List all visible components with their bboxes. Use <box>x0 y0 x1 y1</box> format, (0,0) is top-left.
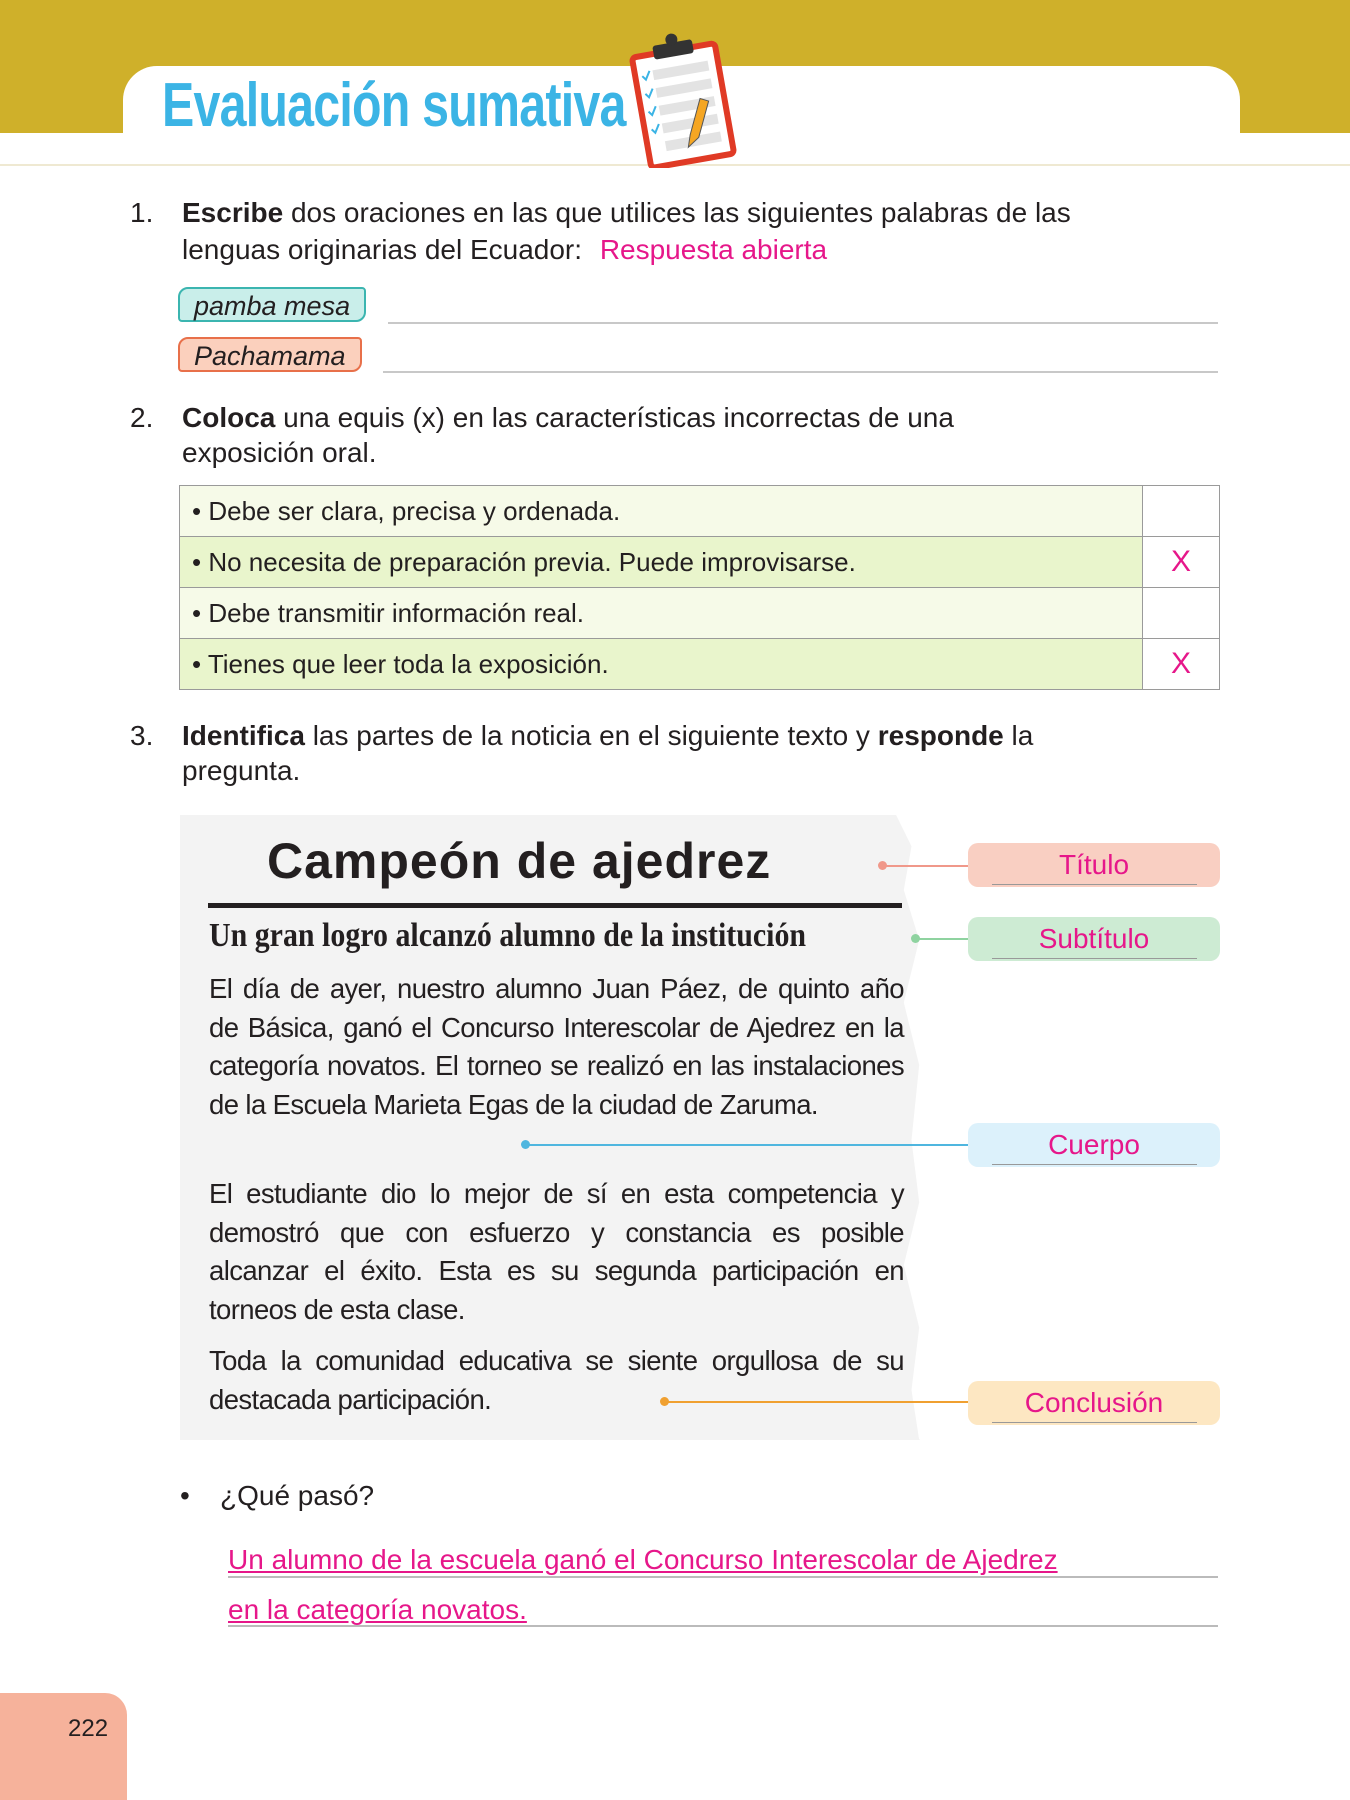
article-title: Campeón de ajedrez <box>267 833 772 889</box>
article-paragraph-1: El día de ayer, nuestro alumno Juan Páez, de quinto año de Básica, ganó el Concurso Interescolar de Ajedrez en la categoría novatos. El torneo se realizó en las instalaciones de la Escuela Marieta Egas de la ciudad de Zaruma. <box>209 973 904 1120</box>
article-subtitle: Un gran logro alcanzó alumno de la institución <box>209 917 807 954</box>
label-conclusion[interactable] <box>968 1381 1220 1425</box>
page-number: 222 <box>68 1715 109 1742</box>
bullet: • <box>180 1480 190 1511</box>
q3-text-2: la <box>1003 720 1034 751</box>
q2-bold: Coloca <box>182 402 276 433</box>
q3-bold-2: responde <box>877 720 1004 751</box>
label-cuerpo-text: Cuerpo <box>992 1126 1197 1165</box>
article-paragraph-3: Toda la comunidad educativa se siente orgullosa de su destacada participación. <box>209 1345 904 1415</box>
answer-line-2: en la categoría novatos. <box>228 1594 527 1625</box>
q2-number: 2. <box>130 402 154 433</box>
mark-cell[interactable] <box>1143 588 1220 639</box>
connector-line-subtitulo <box>918 938 970 940</box>
table-row <box>180 486 1220 537</box>
q1-text-1: dos oraciones en las que utilices las siguientes palabras de las <box>283 197 1071 228</box>
q1-answer: Respuesta abierta <box>599 234 828 265</box>
q2-text-2: exposición oral. <box>182 437 377 468</box>
answer-line-1: Un alumno de la escuela ganó el Concurso Interescolar de Ajedrez <box>228 1544 1058 1575</box>
mark-cell[interactable] <box>1143 486 1220 537</box>
row-text: • Debe transmitir información real. <box>180 588 1143 639</box>
answer-line[interactable] <box>228 1625 1218 1627</box>
table-row <box>180 537 1220 588</box>
article-paragraph-2: El estudiante dio lo mejor de sí en esta competencia y demostró que con esfuerzo y constancia es posible alcanzar el éxito. Esta es su segunda participación en torneos de esta clase. <box>209 1178 904 1325</box>
label-cuerpo[interactable] <box>968 1123 1220 1167</box>
clipboard-icon <box>618 30 743 168</box>
q3-text-1: las partes de la noticia en el siguiente texto y <box>304 720 878 751</box>
page-number-box <box>0 1693 127 1800</box>
label-titulo[interactable] <box>968 843 1220 887</box>
label-subtitulo[interactable] <box>968 917 1220 961</box>
q3-number: 3. <box>130 720 154 751</box>
q3-bold-1: Identifica <box>182 720 305 751</box>
q1-number: 1. <box>130 197 154 228</box>
q1-bold: Escribe <box>182 197 284 228</box>
q3-text-3: pregunta. <box>182 755 301 786</box>
q1-text-2: lenguas originarias del Ecuador: <box>182 234 583 265</box>
connector-line-conclusion <box>667 1401 970 1403</box>
mark-cell[interactable]: X <box>1143 537 1220 588</box>
word-tag-pachamama: Pachamama <box>178 337 362 372</box>
characteristics-table <box>179 485 1220 690</box>
page-title: Evaluación sumativa <box>162 71 626 140</box>
q2-text-1: una equis (x) en las características incorrectas de una <box>275 402 954 433</box>
label-subtitulo-text: Subtítulo <box>992 920 1197 959</box>
label-conclusion-text: Conclusión <box>992 1384 1197 1423</box>
answer-line[interactable] <box>228 1576 1218 1578</box>
connector-line-titulo <box>885 865 970 867</box>
question-text: ¿Qué pasó? <box>220 1480 375 1511</box>
row-text: • Debe ser clara, precisa y ordenada. <box>180 486 1143 537</box>
row-text: • Tienes que leer toda la exposición. <box>180 639 1143 690</box>
article-rule <box>208 903 902 908</box>
answer-line[interactable] <box>388 322 1218 324</box>
q1-text <box>182 195 1071 231</box>
label-titulo-text: Título <box>992 846 1197 885</box>
mark-cell[interactable]: X <box>1143 639 1220 690</box>
table-row <box>180 588 1220 639</box>
connector-line-cuerpo <box>528 1144 970 1146</box>
row-text: • No necesita de preparación previa. Puede improvisarse. <box>180 537 1143 588</box>
word-tag-pamba-mesa: pamba mesa <box>178 287 366 322</box>
table-row <box>180 639 1220 690</box>
answer-line[interactable] <box>383 371 1218 373</box>
